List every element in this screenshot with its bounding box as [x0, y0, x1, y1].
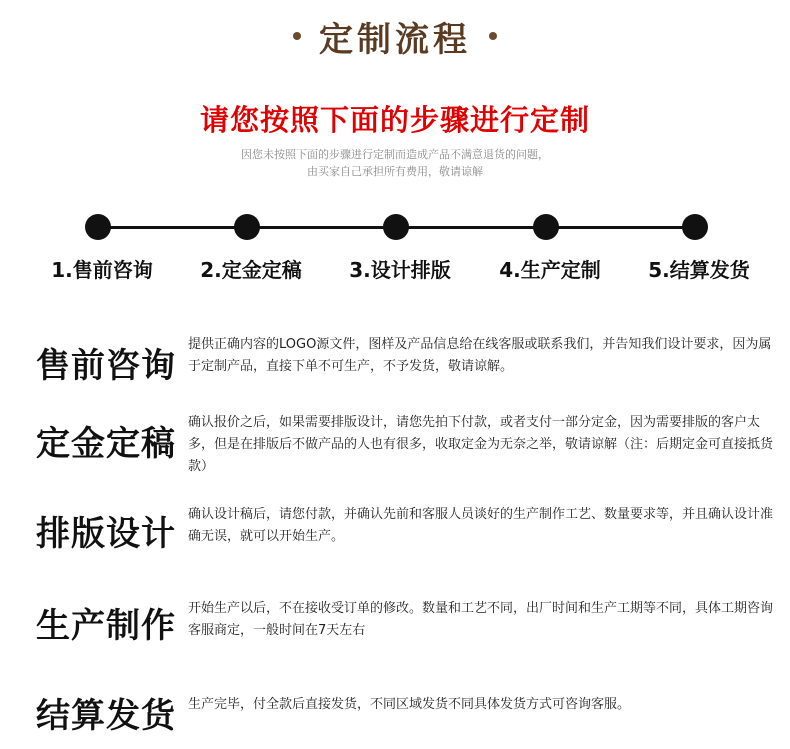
section-text: 确认报价之后，如果需要排版设计，请您先拍下付款，或者支付一部分定金，因为需要排版的客户太多，但是在排版后不做产品的人也有很多，收取定金为无奈之举，敬请谅解（注：后期定金可直接抵货款）: [188, 415, 774, 474]
step-1-dot: [85, 214, 111, 240]
disclaimer-line-1: 因您未按照下面的步骤进行定制而造成产品不满意退货的问题，: [241, 148, 549, 161]
disclaimer-note: [0, 146, 790, 180]
page-header: [0, 10, 790, 62]
section-text: 提供正确内容的LOGO源文件，图样及产品信息给在线客服或联系我们，并告知我们设计要求，因为属于定制产品，直接下单不可生产，不予发货，敬请谅解。: [188, 337, 772, 374]
page-title: 定制流程: [319, 19, 471, 60]
instruction-headline: 请您按照下面的步骤进行定制: [199, 103, 590, 137]
section-title: 生产制作: [36, 606, 176, 646]
section-title: 定金定稿: [36, 424, 176, 464]
step-3-dot: [383, 214, 409, 240]
disclaimer-line-2: 由买家自己承担所有费用，敬请谅解: [307, 165, 483, 178]
step-1-label: 1.售前咨询: [51, 258, 153, 282]
section-text: 确认设计稿后，请您付款，并确认先前和客服人员谈好的生产制作工艺、数量要求等，并且确认设计准确无误，就可以开始生产。: [188, 507, 774, 544]
section-text: 生产完毕，付全款后直接发货，不同区域发货不同具体发货方式可咨询客服。: [188, 697, 631, 712]
step-2-dot: [234, 214, 260, 240]
step-2-label: 2.定金定稿: [200, 258, 302, 282]
section-text: 开始生产以后，不在接收受订单的修改。数量和工艺不同，出厂时间和生产工期等不同，具体工期咨询客服商定，一般时间在7天左右: [188, 601, 774, 638]
section-title: 结算发货: [36, 696, 176, 736]
bullet-dot-left: [293, 32, 301, 40]
step-3-label: 3.设计排版: [349, 258, 451, 282]
step-5-label: 5.结算发货: [648, 258, 750, 282]
step-4-label: 4.生产定制: [499, 258, 601, 282]
section-title: 排版设计: [36, 514, 176, 554]
bullet-dot-right: [489, 32, 497, 40]
step-4-dot: [533, 214, 559, 240]
step-5-dot: [682, 214, 708, 240]
section-title: 售前咨询: [36, 346, 176, 386]
